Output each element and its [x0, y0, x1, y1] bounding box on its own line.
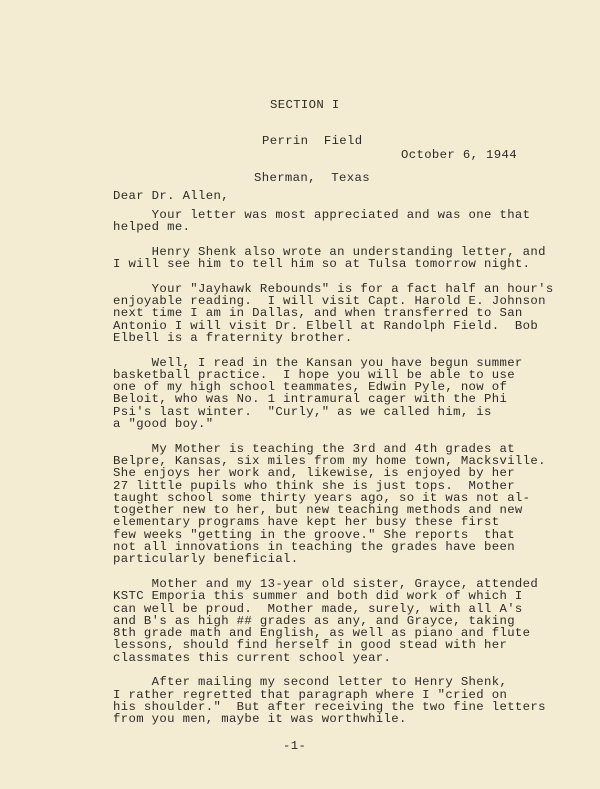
text-line: can well be proud. Mother made, surely, with all A's — [113, 601, 523, 616]
text-line: basketball practice. I hope you will be able to use — [113, 367, 515, 382]
text-line: one of my high school teammates, Edwin Pyle, now of — [113, 380, 508, 395]
text-line: Your letter was most appreciated and was one that — [113, 208, 531, 222]
paragraph — [113, 209, 554, 234]
text-line: KSTC Emporia this summer and both did work of which I — [113, 589, 523, 604]
paragraph — [113, 283, 554, 344]
text-line: enjoyable reading. I will visit Capt. Harold E. Johnson — [113, 294, 546, 309]
paragraph — [113, 246, 554, 271]
page-number: -1- — [283, 739, 307, 753]
text-line: together new to her, but new teaching methods and new — [113, 503, 523, 518]
salutation: Dear Dr. Allen, — [113, 189, 229, 203]
text-line: lessons, should find herself in good stead with her — [113, 638, 508, 653]
section-heading: SECTION I — [270, 97, 340, 112]
letterhead — [254, 74, 370, 209]
text-line: Elbell is a fraternity brother. — [113, 330, 353, 345]
text-line: Belpre, Kansas, six miles from my home town, Macksville. — [113, 453, 546, 468]
text-line: Psi's last winter. "Curly," as we called him, is — [113, 404, 492, 419]
text-line: After mailing my second letter to Henry Shenk, — [113, 675, 508, 690]
text-line: Well, I read in the Kansan you have begun summer — [113, 355, 523, 370]
letter-body — [113, 209, 554, 725]
text-line: She enjoys her work and, likewise, is enjoyed by her — [113, 466, 515, 481]
paragraph — [113, 676, 554, 725]
date: October 6, 1944 — [401, 148, 517, 162]
text-line: Antonio I will visit Dr. Elbell at Randolph Field. Bob — [113, 318, 539, 333]
text-line: 27 little pupils who think she is just tops. Mother — [113, 478, 515, 493]
text-line: helped me. — [113, 220, 191, 235]
text-line: few weeks "getting in the groove." She reports that — [113, 527, 515, 542]
text-line: next time I am in Dallas, and when transferred to San — [113, 306, 523, 321]
text-line: a "good boy." — [113, 417, 214, 432]
text-line: and B's as high ## grades as any, and Grayce, taking — [113, 613, 515, 628]
text-line: 8th grade math and English, as well as piano and flute — [113, 626, 531, 641]
text-line: not all innovations in teaching the grades have been — [113, 540, 515, 555]
text-line: classmates this current school year. — [113, 650, 392, 665]
text-line: Mother and my 13-year old sister, Grayce, attended — [113, 576, 539, 591]
text-line: I rather regretted that paragraph where I "cried on — [113, 687, 508, 702]
paragraph — [113, 443, 554, 566]
text-line: from you men, maybe it was worthwhile. — [113, 712, 407, 727]
text-line: I will see him to tell him so at Tulsa tomorrow night. — [113, 257, 531, 272]
text-line: his shoulder." But after receiving the two fine letters — [113, 699, 546, 714]
text-line: My Mother is teaching the 3rd and 4th grades at — [113, 441, 515, 456]
text-line: particularly beneficial. — [113, 552, 299, 567]
text-line: elementary programs have kept her busy these first — [113, 515, 500, 530]
paragraph — [113, 578, 554, 664]
text-line: Henry Shenk also wrote an understanding letter, and — [113, 244, 546, 259]
paragraph — [113, 357, 554, 431]
text-line: taught school some thirty years ago, so it was not al- — [113, 490, 531, 505]
text-line: Beloit, who was No. 1 intramural cager with the Phi — [113, 392, 508, 407]
location-line-2: Sherman, Texas — [254, 171, 370, 186]
location-line-1: Perrin Field — [262, 134, 363, 149]
text-line: Your "Jayhawk Rebounds" is for a fact half an hour's — [113, 281, 554, 296]
